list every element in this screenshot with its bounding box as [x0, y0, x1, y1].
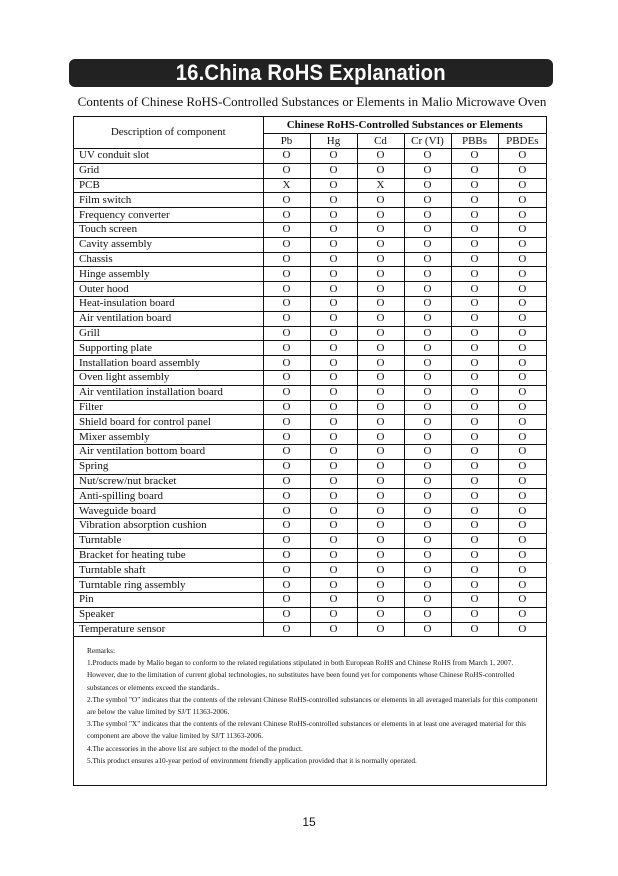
- component-name: UV conduit slot: [74, 149, 263, 164]
- substance-value: O: [451, 178, 498, 193]
- component-name: Chassis: [74, 252, 263, 267]
- title-bar: [69, 59, 553, 87]
- substance-value: O: [404, 444, 451, 459]
- substance-value: O: [310, 578, 357, 593]
- substance-value: O: [404, 430, 451, 445]
- substance-value: O: [498, 504, 546, 519]
- remarks-heading: Remarks:: [87, 646, 115, 655]
- substance-value: O: [451, 237, 498, 252]
- component-name: Cavity assembly: [74, 237, 263, 252]
- substance-value: O: [404, 356, 451, 371]
- substance-value: O: [404, 296, 451, 311]
- substance-value: O: [310, 252, 357, 267]
- substance-value: O: [498, 533, 546, 548]
- substance-value: O: [498, 385, 546, 400]
- substance-value: O: [310, 622, 357, 637]
- substance-value: O: [357, 489, 404, 504]
- substance-value: O: [404, 193, 451, 208]
- substance-value: O: [357, 356, 404, 371]
- table-row: [74, 178, 546, 193]
- substance-value: O: [310, 326, 357, 341]
- substance-value: O: [357, 222, 404, 237]
- substance-value: O: [404, 489, 451, 504]
- component-name: Air ventilation board: [74, 311, 263, 326]
- substance-value: O: [451, 193, 498, 208]
- substance-value: O: [310, 400, 357, 415]
- substance-value: O: [451, 444, 498, 459]
- column-header: Hg: [310, 134, 357, 149]
- substance-value: O: [310, 563, 357, 578]
- substance-value: O: [404, 563, 451, 578]
- substance-value: O: [451, 474, 498, 489]
- substance-value: O: [404, 282, 451, 297]
- substance-value: O: [404, 415, 451, 430]
- substance-value: O: [498, 267, 546, 282]
- substance-value: O: [451, 311, 498, 326]
- substance-value: O: [498, 592, 546, 607]
- substance-value: O: [498, 607, 546, 622]
- component-name: Vibration absorption cushion: [74, 518, 263, 533]
- substance-value: O: [263, 489, 310, 504]
- substance-value: O: [498, 356, 546, 371]
- substance-value: O: [498, 178, 546, 193]
- substance-value: O: [357, 326, 404, 341]
- substance-value: O: [357, 193, 404, 208]
- substance-value: O: [498, 489, 546, 504]
- substance-value: O: [451, 548, 498, 563]
- substance-value: O: [451, 208, 498, 223]
- substance-value: O: [404, 607, 451, 622]
- substance-value: O: [451, 607, 498, 622]
- table-row: [74, 252, 546, 267]
- description-header: Description of component: [74, 117, 263, 149]
- substance-value: O: [451, 356, 498, 371]
- table-row: [74, 193, 546, 208]
- substance-value: O: [357, 282, 404, 297]
- table-row: [74, 474, 546, 489]
- substance-value: O: [310, 237, 357, 252]
- substance-value: O: [263, 504, 310, 519]
- component-name: Hinge assembly: [74, 267, 263, 282]
- substance-value: O: [498, 518, 546, 533]
- substance-value: O: [357, 415, 404, 430]
- rohs-table: [74, 117, 546, 637]
- table-row: [74, 400, 546, 415]
- table-row: [74, 444, 546, 459]
- substance-value: O: [263, 311, 310, 326]
- substance-value: O: [498, 622, 546, 637]
- substance-value: O: [357, 149, 404, 164]
- substance-value: O: [263, 474, 310, 489]
- substance-value: O: [451, 296, 498, 311]
- table-row: [74, 459, 546, 474]
- substance-value: O: [310, 385, 357, 400]
- substance-value: O: [357, 592, 404, 607]
- component-name: Waveguide board: [74, 504, 263, 519]
- remark-item: 5.This product ensures a10-year period of environment friendly application provided that it is normally operated.: [87, 755, 417, 765]
- substance-value: O: [310, 267, 357, 282]
- substance-value: O: [357, 341, 404, 356]
- substance-value: O: [263, 370, 310, 385]
- substance-value: O: [357, 474, 404, 489]
- substance-value: O: [263, 444, 310, 459]
- component-name: Film switch: [74, 193, 263, 208]
- substance-value: O: [498, 163, 546, 178]
- substance-value: O: [404, 341, 451, 356]
- substance-value: O: [310, 548, 357, 563]
- component-name: Temperature sensor: [74, 622, 263, 637]
- substance-value: O: [263, 592, 310, 607]
- substance-value: O: [498, 193, 546, 208]
- substance-value: O: [498, 459, 546, 474]
- table-caption: Contents of Chinese RoHS-Controlled Substances or Elements in Malio Microwave Oven: [77, 94, 547, 109]
- substance-value: O: [498, 578, 546, 593]
- substance-value: O: [263, 607, 310, 622]
- column-header: PBDEs: [498, 134, 546, 149]
- substance-value: O: [498, 149, 546, 164]
- substance-value: O: [404, 267, 451, 282]
- substance-value: O: [263, 430, 310, 445]
- substance-value: O: [310, 489, 357, 504]
- substance-value: O: [263, 578, 310, 593]
- substance-value: O: [498, 548, 546, 563]
- substance-value: O: [263, 622, 310, 637]
- substance-value: O: [263, 163, 310, 178]
- component-name: Nut/screw/nut bracket: [74, 474, 263, 489]
- substance-value: O: [498, 563, 546, 578]
- substance-value: O: [357, 252, 404, 267]
- table-row: [74, 548, 546, 563]
- substance-value: O: [404, 578, 451, 593]
- remark-item: 2.The symbol "O" indicates that the contents of the relevant Chinese RoHS-controlled substances or elements in all averaged materials for this component are below the value limited by SJ/T 11363-2006.: [87, 694, 538, 717]
- substance-value: O: [498, 222, 546, 237]
- substance-value: O: [451, 459, 498, 474]
- substance-value: O: [357, 533, 404, 548]
- substance-value: O: [263, 385, 310, 400]
- substance-value: O: [310, 149, 357, 164]
- substance-value: O: [357, 430, 404, 445]
- substance-value: O: [310, 163, 357, 178]
- substance-value: O: [404, 385, 451, 400]
- substance-value: O: [498, 237, 546, 252]
- substance-value: O: [357, 296, 404, 311]
- substance-value: O: [310, 607, 357, 622]
- substance-value: O: [310, 311, 357, 326]
- substance-value: O: [310, 222, 357, 237]
- component-name: Bracket for heating tube: [74, 548, 263, 563]
- substance-value: O: [404, 459, 451, 474]
- page-title: 16.China RoHS Explanation: [175, 60, 447, 85]
- substance-value: O: [310, 178, 357, 193]
- substance-value: O: [404, 548, 451, 563]
- component-name: Filter: [74, 400, 263, 415]
- table-row: [74, 622, 546, 637]
- substance-value: O: [451, 267, 498, 282]
- table-row: [74, 296, 546, 311]
- table-row: [74, 149, 546, 164]
- substance-value: O: [451, 592, 498, 607]
- component-name: Air ventilation installation board: [74, 385, 263, 400]
- substance-value: O: [310, 341, 357, 356]
- table-row: [74, 578, 546, 593]
- substance-value: O: [263, 341, 310, 356]
- substance-value: O: [263, 356, 310, 371]
- substance-value: O: [310, 518, 357, 533]
- component-name: Air ventilation bottom board: [74, 444, 263, 459]
- substance-value: O: [451, 533, 498, 548]
- substance-value: O: [357, 548, 404, 563]
- component-name: Anti-spilling board: [74, 489, 263, 504]
- substance-value: O: [451, 282, 498, 297]
- table-row: [74, 415, 546, 430]
- substance-value: O: [310, 474, 357, 489]
- substance-value: O: [357, 311, 404, 326]
- table-row: [74, 237, 546, 252]
- component-name: Grill: [74, 326, 263, 341]
- component-name: Spring: [74, 459, 263, 474]
- component-name: Turntable: [74, 533, 263, 548]
- substance-value: O: [451, 370, 498, 385]
- table-body: [74, 149, 546, 637]
- component-name: Grid: [74, 163, 263, 178]
- substance-value: O: [404, 326, 451, 341]
- substance-value: O: [451, 489, 498, 504]
- table-row: [74, 518, 546, 533]
- substance-value: O: [404, 400, 451, 415]
- table-row: [74, 341, 546, 356]
- substance-value: O: [451, 430, 498, 445]
- substance-value: O: [498, 252, 546, 267]
- substance-value: O: [404, 178, 451, 193]
- component-name: Turntable ring assembly: [74, 578, 263, 593]
- component-name: Oven light assembly: [74, 370, 263, 385]
- component-name: Heat-insulation board: [74, 296, 263, 311]
- component-name: Installation board assembly: [74, 356, 263, 371]
- substance-value: O: [357, 563, 404, 578]
- substance-value: O: [451, 518, 498, 533]
- substance-value: O: [498, 400, 546, 415]
- substance-value: O: [263, 252, 310, 267]
- substance-value: O: [498, 208, 546, 223]
- substance-value: O: [404, 592, 451, 607]
- substance-value: O: [310, 356, 357, 371]
- table-row: [74, 504, 546, 519]
- substance-value: X: [357, 178, 404, 193]
- substance-value: O: [451, 163, 498, 178]
- component-name: Speaker: [74, 607, 263, 622]
- table-row: [74, 563, 546, 578]
- table-row: [74, 489, 546, 504]
- substance-value: O: [263, 400, 310, 415]
- substance-value: O: [451, 385, 498, 400]
- substances-header: Chinese RoHS-Controlled Substances or Elements: [263, 117, 546, 134]
- substance-value: O: [263, 326, 310, 341]
- substance-value: O: [310, 415, 357, 430]
- substance-value: O: [357, 607, 404, 622]
- component-name: Shield board for control panel: [74, 415, 263, 430]
- substance-value: O: [310, 430, 357, 445]
- column-header: PBBs: [451, 134, 498, 149]
- substance-value: O: [357, 208, 404, 223]
- substance-value: O: [498, 430, 546, 445]
- substance-value: O: [263, 533, 310, 548]
- table-row: [74, 370, 546, 385]
- page-number: 15: [302, 815, 316, 829]
- table-row: [74, 533, 546, 548]
- substance-value: O: [310, 208, 357, 223]
- substance-value: O: [498, 282, 546, 297]
- substance-value: O: [451, 252, 498, 267]
- component-name: Pin: [74, 592, 263, 607]
- substance-value: O: [263, 267, 310, 282]
- rohs-frame: [73, 116, 547, 786]
- substance-value: O: [357, 163, 404, 178]
- substance-value: O: [263, 415, 310, 430]
- substance-value: O: [498, 370, 546, 385]
- substance-value: O: [357, 459, 404, 474]
- substance-value: O: [357, 237, 404, 252]
- substance-value: O: [357, 370, 404, 385]
- substance-value: O: [310, 533, 357, 548]
- table-row: [74, 163, 546, 178]
- substance-value: O: [404, 474, 451, 489]
- substance-value: O: [263, 149, 310, 164]
- substance-value: O: [404, 208, 451, 223]
- substance-value: O: [498, 444, 546, 459]
- substance-value: O: [451, 622, 498, 637]
- substance-value: O: [451, 400, 498, 415]
- substance-value: O: [357, 267, 404, 282]
- substance-value: O: [404, 518, 451, 533]
- substance-value: X: [263, 178, 310, 193]
- substance-value: O: [498, 326, 546, 341]
- substance-value: O: [310, 193, 357, 208]
- substance-value: O: [263, 222, 310, 237]
- substance-value: O: [357, 504, 404, 519]
- column-header: Pb: [263, 134, 310, 149]
- component-name: Supporting plate: [74, 341, 263, 356]
- substance-value: O: [451, 326, 498, 341]
- substance-value: O: [451, 341, 498, 356]
- table-row: [74, 311, 546, 326]
- substance-value: O: [404, 311, 451, 326]
- table-row: [74, 430, 546, 445]
- substance-value: O: [357, 578, 404, 593]
- substance-value: O: [310, 282, 357, 297]
- substance-value: O: [498, 474, 546, 489]
- substance-value: O: [404, 222, 451, 237]
- substance-value: O: [263, 237, 310, 252]
- column-header: Cr (VI): [404, 134, 451, 149]
- component-name: Mixer assembly: [74, 430, 263, 445]
- substance-value: O: [263, 193, 310, 208]
- substance-value: O: [404, 370, 451, 385]
- substance-value: O: [357, 385, 404, 400]
- component-name: Turntable shaft: [74, 563, 263, 578]
- substance-value: O: [357, 444, 404, 459]
- substance-value: O: [404, 163, 451, 178]
- substance-value: O: [263, 563, 310, 578]
- remarks-list: [87, 657, 539, 767]
- remarks: [87, 645, 539, 767]
- remark-item: 4.The accessories in the above list are subject to the model of the product.: [87, 743, 303, 753]
- substance-value: O: [263, 282, 310, 297]
- component-name: PCB: [74, 178, 263, 193]
- table-row: [74, 607, 546, 622]
- component-name: Outer hood: [74, 282, 263, 297]
- substance-value: O: [451, 149, 498, 164]
- table-row: [74, 326, 546, 341]
- substance-value: O: [498, 311, 546, 326]
- substance-value: O: [263, 548, 310, 563]
- table-row: [74, 356, 546, 371]
- substance-value: O: [310, 592, 357, 607]
- substance-value: O: [498, 341, 546, 356]
- column-header: Cd: [357, 134, 404, 149]
- substance-value: O: [263, 459, 310, 474]
- substance-value: O: [404, 622, 451, 637]
- substance-value: O: [404, 504, 451, 519]
- substance-value: O: [310, 504, 357, 519]
- substance-value: O: [263, 208, 310, 223]
- substance-value: O: [498, 296, 546, 311]
- substance-value: O: [310, 444, 357, 459]
- substance-value: O: [404, 252, 451, 267]
- table-row: [74, 592, 546, 607]
- substance-value: O: [310, 459, 357, 474]
- component-name: Frequency converter: [74, 208, 263, 223]
- substance-value: O: [357, 518, 404, 533]
- substance-value: O: [451, 578, 498, 593]
- substance-value: O: [498, 415, 546, 430]
- substance-value: O: [404, 149, 451, 164]
- remark-item: 1.Products made by Malio began to conform to the related regulations stipulated in both European RoHS and Chinese RoHS from March 1, 2007. However, due to the limitation of current global technologies, no substitutes have been found yet for components whose Chinese RoHS-controlled substances or elements exceed the standards..: [87, 658, 515, 692]
- substance-value: O: [451, 222, 498, 237]
- substance-value: O: [310, 296, 357, 311]
- table-row: [74, 267, 546, 282]
- substance-value: O: [451, 563, 498, 578]
- table-row: [74, 222, 546, 237]
- table-row: [74, 208, 546, 223]
- substance-value: O: [310, 370, 357, 385]
- component-name: Touch screen: [74, 222, 263, 237]
- table-row: [74, 282, 546, 297]
- substance-value: O: [263, 296, 310, 311]
- remark-item: 3.The symbol "X" indicates that the contents of the relevant Chinese RoHS-controlled substances or elements in at least one averaged material for this component are above the value limited by SJ/T 11363-2006.: [87, 719, 526, 741]
- substance-value: O: [263, 518, 310, 533]
- substance-value: O: [404, 237, 451, 252]
- substance-value: O: [451, 415, 498, 430]
- substance-value: O: [451, 504, 498, 519]
- substance-value: O: [357, 400, 404, 415]
- substance-value: O: [357, 622, 404, 637]
- table-row: [74, 385, 546, 400]
- substance-value: O: [404, 533, 451, 548]
